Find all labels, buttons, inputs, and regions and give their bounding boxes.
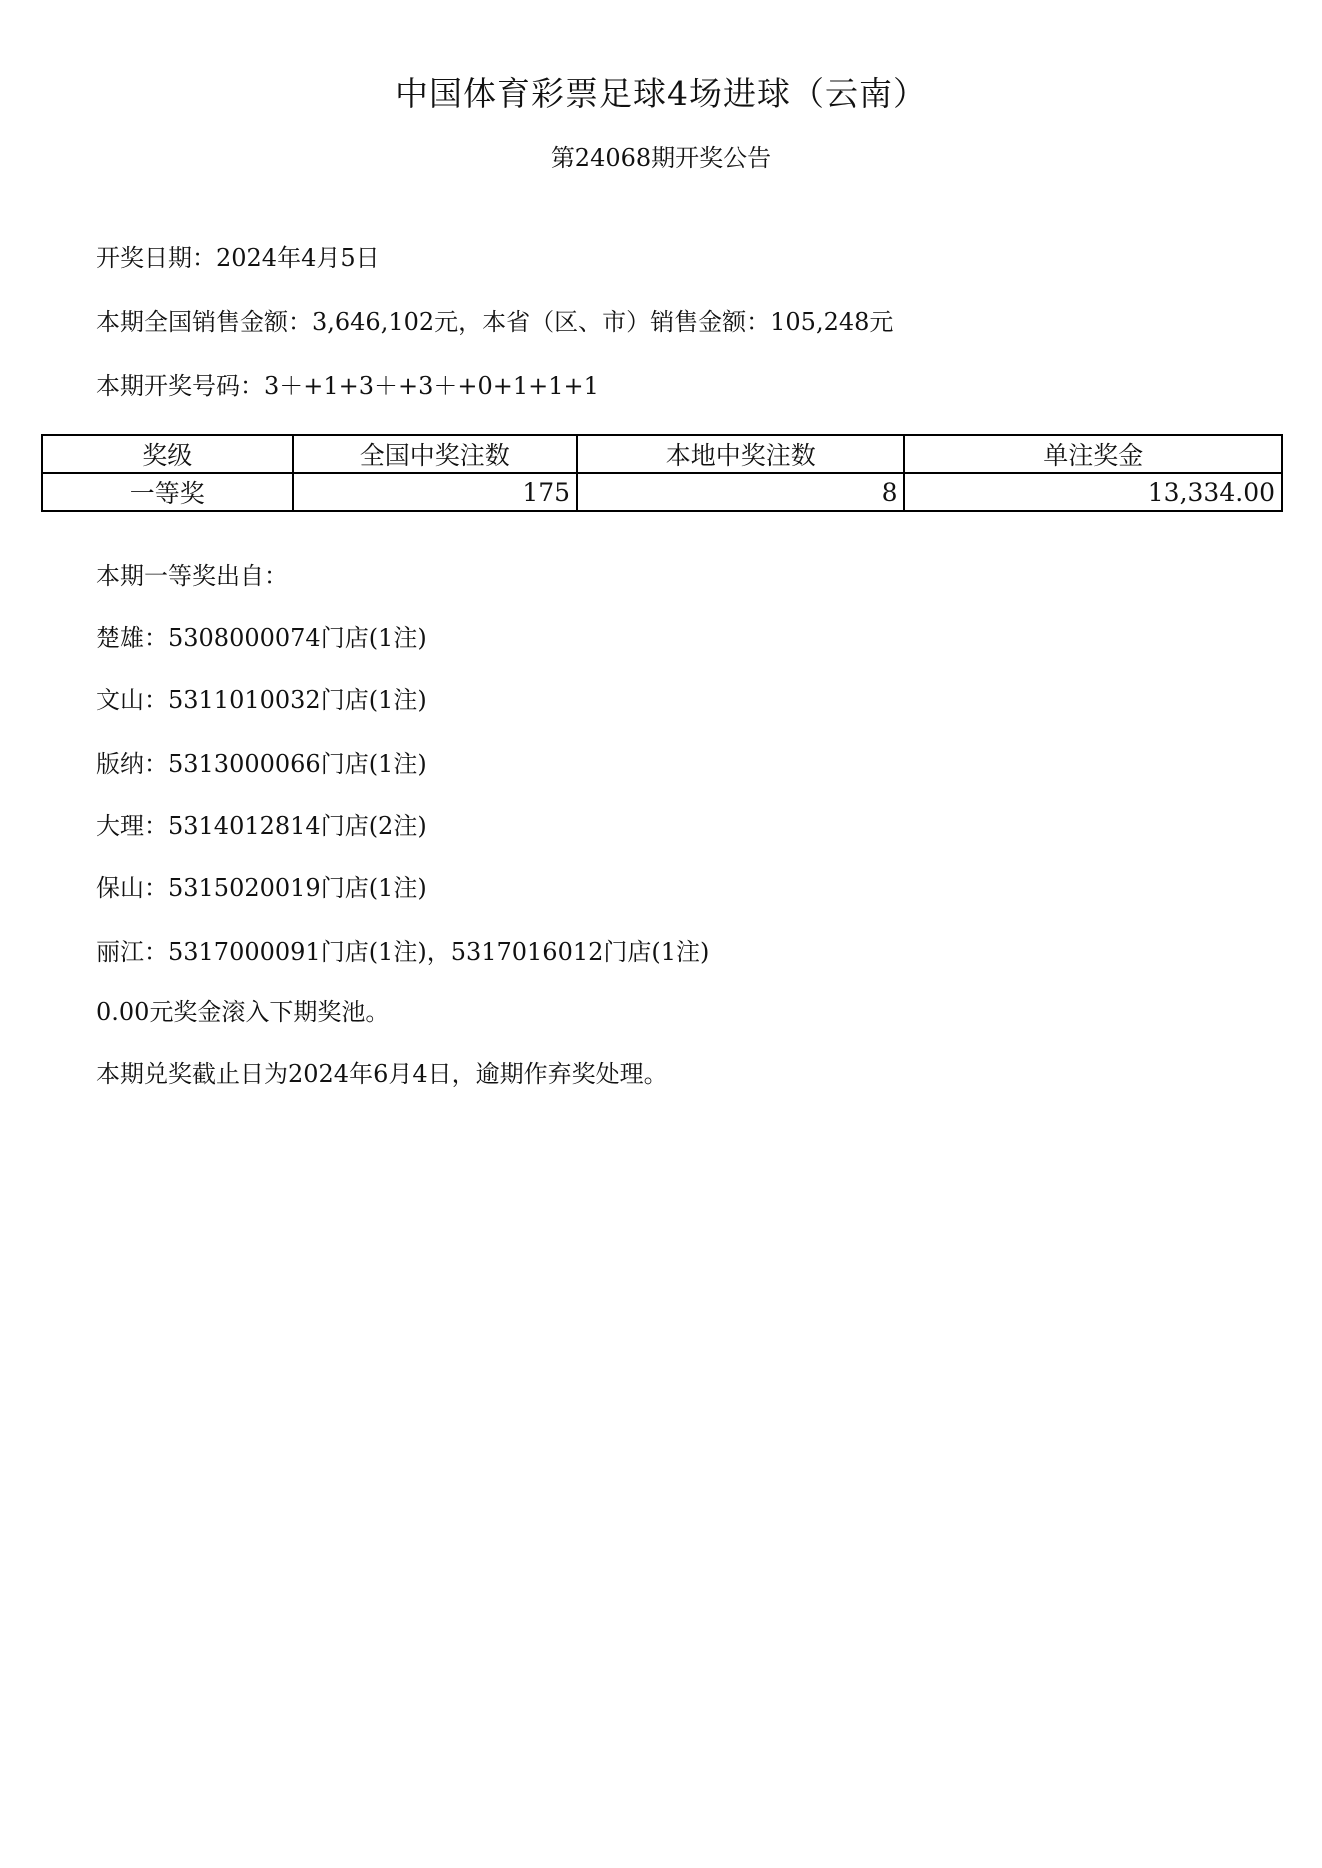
cell-national-winners: 175 [293,473,578,511]
deadline-note: 本期兑奖截止日为2024年6月4日，逾期作弃奖处理。 [96,1060,668,1088]
page-subtitle: 第24068期开奖公告 [550,144,772,172]
winner-item: 大理：5314012814门店(2注) [96,812,427,840]
header-national-winners: 全国中奖注数 [293,435,578,473]
prize-table [41,434,1283,512]
cell-prize-level: 一等奖 [42,473,293,511]
winner-item: 保山：5315020019门店(1注) [96,874,427,902]
winners-intro: 本期一等奖出自： [96,562,288,590]
page-title: 中国体育彩票足球4场进球（云南） [395,74,927,113]
winner-item: 文山：5311010032门店(1注) [96,686,427,714]
table-header-row [42,435,1282,473]
winner-item: 丽江：5317000091门店(1注)，5317016012门店(1注) [96,938,710,966]
winner-item: 版纳：5313000066门店(1注) [96,750,427,778]
rollover-note: 0.00元奖金滚入下期奖池。 [96,998,390,1026]
winner-item: 楚雄：5308000074门店(1注) [96,624,427,652]
header-prize-level: 奖级 [42,435,293,473]
sales-amount: 本期全国销售金额：3,646,102元，本省（区、市）销售金额：105,248元 [96,308,894,336]
header-prize-amount: 单注奖金 [904,435,1282,473]
header-local-winners: 本地中奖注数 [577,435,904,473]
draw-date: 开奖日期：2024年4月5日 [96,244,380,272]
table-row [42,473,1282,511]
winning-numbers: 本期开奖号码：3＋+1+3＋+3＋+0+1+1+1 [96,372,599,400]
cell-local-winners: 8 [577,473,904,511]
cell-prize-amount: 13,334.00 [904,473,1282,511]
